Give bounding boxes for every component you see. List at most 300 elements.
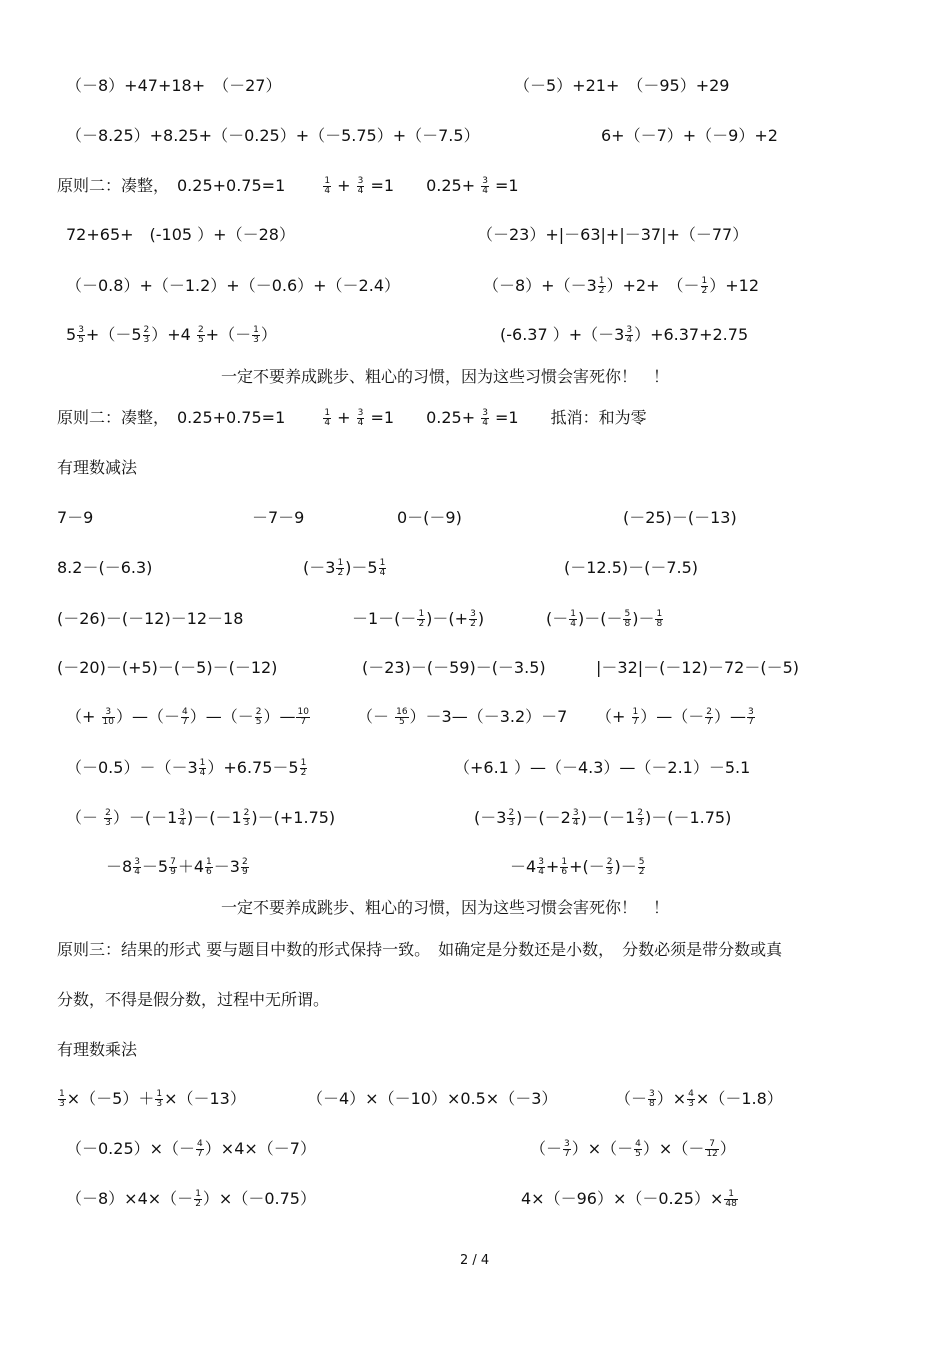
fraction-denominator: 2	[337, 568, 344, 578]
text-segment: 8.2－(－6.3)	[57, 558, 153, 577]
fraction	[196, 1140, 204, 1159]
fraction-numerator: 1	[253, 325, 259, 335]
fraction-numerator: 3	[572, 808, 579, 818]
text-segment: ）—（－	[189, 707, 254, 726]
fraction	[300, 759, 308, 778]
fraction-numerator: 1	[300, 758, 307, 768]
text-segment: +(－	[569, 857, 605, 876]
text-segment: (-6.37 ）+（－3	[500, 325, 625, 344]
text-segment: －5	[141, 857, 169, 876]
text-segment: +	[332, 176, 356, 195]
fraction-numerator: 1	[570, 609, 576, 619]
text-segment: =1 0.25+	[365, 408, 481, 427]
fraction-numerator: 5	[638, 857, 645, 867]
fraction-denominator: 6	[561, 867, 568, 877]
text-segment: (－	[546, 609, 569, 628]
text-segment: ）×	[656, 1089, 687, 1108]
exercise-line	[252, 508, 304, 528]
exercise-line	[307, 1089, 557, 1109]
fraction-numerator: 2	[241, 857, 248, 867]
text-segment: ）—	[263, 707, 296, 726]
fraction-denominator: 2	[638, 867, 645, 877]
exercise-line	[66, 1139, 316, 1159]
text-segment: 5	[66, 325, 77, 344]
fraction-denominator: 4	[379, 568, 386, 578]
fraction	[638, 858, 646, 877]
fraction-numerator: 3	[482, 408, 488, 418]
fraction-numerator: 3	[748, 707, 754, 717]
text-segment: ×（－13）	[164, 1089, 246, 1108]
fraction-numerator: 3	[649, 1089, 655, 1099]
exercise-line	[57, 176, 519, 196]
exercise-line	[454, 758, 750, 778]
fraction-denominator: 4	[179, 818, 185, 828]
fraction-denominator: 4	[357, 418, 364, 428]
text-segment: ）	[719, 1139, 736, 1158]
text-segment: )	[477, 609, 485, 628]
text-segment: （－	[357, 707, 395, 726]
text-segment: －4	[510, 857, 537, 876]
fraction-numerator: 1	[324, 176, 331, 186]
fraction-denominator: 8	[656, 619, 663, 629]
fraction-denominator: 3	[508, 818, 515, 828]
fraction	[178, 809, 186, 828]
text-segment: ）×（－0.75）	[202, 1189, 316, 1208]
fraction-numerator: 3	[78, 325, 84, 335]
fraction-denominator: 2	[418, 619, 425, 629]
fraction	[169, 858, 177, 877]
exercise-line	[510, 857, 646, 877]
fraction	[625, 326, 633, 345]
fraction-denominator: 4	[482, 418, 488, 428]
fraction	[537, 858, 545, 877]
fraction-denominator: 2	[300, 768, 307, 778]
fraction-numerator: 2	[706, 707, 712, 717]
fraction-numerator: 1	[632, 707, 639, 717]
text-segment: ）+6.37+2.75	[634, 325, 749, 344]
fraction	[747, 708, 755, 727]
exercise-line	[521, 1189, 739, 1209]
fraction	[252, 326, 260, 345]
text-segment: －7－9	[252, 508, 305, 527]
text-segment: 原则二：凑整， 0.25+0.75=1	[57, 408, 323, 427]
fraction	[357, 177, 365, 196]
fraction	[469, 610, 477, 629]
fraction-numerator: 3	[134, 857, 140, 867]
fraction	[395, 708, 408, 727]
exercise-line	[514, 76, 729, 96]
exercise-line	[66, 126, 480, 146]
fraction-numerator: 7	[705, 1140, 718, 1150]
fraction-denominator: 4	[538, 867, 544, 877]
text-segment: ）+12	[709, 276, 760, 295]
text-segment: （－	[615, 1089, 648, 1108]
text-segment: =1 0.25+	[365, 176, 481, 195]
fraction-numerator: 1	[156, 1089, 163, 1099]
fraction	[336, 559, 344, 578]
fraction	[194, 1190, 202, 1209]
exercise-line	[57, 458, 137, 478]
fraction-numerator: 3	[538, 857, 544, 867]
fraction	[705, 708, 713, 727]
text-segment: 分数，不得是假分数，过程中无所谓。	[57, 990, 330, 1009]
exercise-line	[500, 325, 748, 345]
fraction-denominator: 4	[199, 768, 206, 778]
fraction-numerator: 1	[379, 558, 386, 568]
text-segment: ）－3—（－3.2）－7	[409, 707, 568, 726]
exercise-line	[546, 609, 664, 629]
text-segment: )－(+	[426, 609, 469, 628]
fraction-denominator: 5	[255, 717, 262, 727]
text-segment: (－26)－(－12)－12－18	[57, 609, 244, 628]
exercise-line	[66, 76, 281, 96]
fraction-denominator: 4	[572, 818, 579, 828]
exercise-line	[596, 658, 799, 678]
text-segment: （－	[66, 808, 104, 827]
exercise-line	[57, 408, 647, 428]
text-segment: )－	[632, 609, 655, 628]
text-segment: (－3	[303, 558, 336, 577]
exercise-line	[57, 508, 93, 528]
exercise-line	[221, 898, 669, 918]
fraction-numerator: 1	[656, 609, 663, 619]
exercise-line	[66, 276, 400, 296]
fraction	[507, 809, 515, 828]
fraction	[687, 1090, 695, 1109]
exercise-line	[601, 126, 778, 146]
fraction-numerator: 10	[297, 707, 309, 717]
exercise-line	[362, 658, 546, 678]
fraction	[296, 708, 309, 727]
text-segment: +	[545, 857, 560, 876]
fraction	[104, 809, 112, 828]
text-segment: （－0.5）－（－3	[66, 758, 198, 777]
fraction	[77, 326, 85, 345]
fraction-denominator: 5	[197, 335, 204, 345]
text-segment: （－0.25）×（－	[66, 1139, 196, 1158]
text-segment: 有理数减法	[57, 458, 138, 477]
exercise-line	[477, 225, 748, 245]
fraction-numerator: 2	[243, 808, 250, 818]
text-segment: ）—	[713, 707, 746, 726]
exercise-line	[615, 1089, 783, 1109]
text-segment: ）+6.75－5	[207, 758, 299, 777]
fraction	[58, 1090, 66, 1109]
fraction	[243, 809, 251, 828]
fraction	[155, 1090, 163, 1109]
exercise-line	[623, 508, 737, 528]
fraction-numerator: 4	[181, 707, 188, 717]
fraction-numerator: 1	[724, 1190, 737, 1200]
fraction-denominator: 3	[143, 335, 150, 345]
fraction-denominator: 3	[688, 1099, 694, 1109]
exercise-line	[57, 1089, 246, 1109]
text-segment: )－(－1.75)	[644, 808, 732, 827]
fraction-numerator: 3	[357, 176, 364, 186]
text-segment: （－5）+21+ （－95）+29	[514, 76, 730, 95]
fraction	[255, 708, 263, 727]
fraction	[199, 759, 207, 778]
text-segment: )－(+1.75)	[251, 808, 336, 827]
text-segment: （－8）+（－3	[483, 276, 597, 295]
fraction	[560, 858, 568, 877]
text-segment: ×（－5）＋	[66, 1089, 155, 1108]
fraction	[481, 177, 489, 196]
fraction-numerator: 4	[197, 1139, 203, 1149]
text-segment: 7－9	[57, 508, 94, 527]
fraction-numerator: 3	[626, 325, 633, 335]
fraction-denominator: 2	[470, 619, 476, 629]
fraction-denominator: 4	[324, 418, 331, 428]
text-segment: ）—（－	[640, 707, 705, 726]
fraction-numerator: 1	[324, 408, 331, 418]
fraction-numerator: 3	[102, 708, 115, 718]
fraction-numerator: 2	[508, 808, 515, 818]
text-segment: 一定不要养成跳步、粗心的习惯，因为这些习惯会害死你！ ！	[221, 898, 670, 917]
fraction	[323, 409, 331, 428]
fraction-denominator: 7	[197, 1149, 203, 1159]
fraction-numerator: 2	[637, 808, 643, 818]
fraction	[569, 610, 577, 629]
fraction-denominator: 7	[181, 717, 188, 727]
text-segment: 原则三：结果的形式 要与题目中数的形式保持一致。 如确定是分数还是小数， 分数必须是带分数或真	[57, 940, 783, 959]
text-segment: －3	[213, 857, 240, 876]
text-segment: （－8）+47+18+ （－27）	[66, 76, 282, 95]
fraction-numerator: 1	[206, 857, 212, 867]
fraction-denominator: 7	[300, 717, 307, 727]
fraction-numerator: 2	[255, 707, 262, 717]
fraction-denominator: 5	[78, 335, 84, 345]
exercise-line	[66, 758, 308, 778]
fraction-numerator: 1	[195, 1189, 201, 1199]
fraction-denominator: 4	[357, 186, 364, 196]
text-segment: ）	[260, 325, 277, 344]
fraction	[606, 858, 614, 877]
text-segment: ）－(－1	[112, 808, 178, 827]
exercise-line	[530, 1139, 736, 1159]
fraction-numerator: 1	[561, 857, 568, 867]
exercise-line	[57, 1040, 137, 1060]
text-segment: （－8.25）+8.25+（－0.25）+（－5.75）+（－7.5）	[66, 126, 480, 145]
fraction-denominator: 3	[105, 818, 111, 828]
exercise-line	[66, 808, 335, 828]
fraction-denominator: 3	[156, 1099, 163, 1109]
fraction-numerator: 3	[357, 408, 364, 418]
fraction	[634, 1140, 642, 1159]
text-segment: （+6.1 ）—（－4.3）—（－2.1）－5.1	[454, 758, 751, 777]
fraction-denominator: 9	[170, 867, 176, 877]
text-segment: (－12.5)－(－7.5)	[564, 558, 699, 577]
fraction-numerator: 5	[624, 609, 631, 619]
fraction-denominator: 7	[748, 717, 754, 727]
fraction-denominator: 2	[598, 286, 605, 296]
text-segment: +	[332, 408, 356, 427]
text-segment: 72+65+ (-105 ）+（－28）	[66, 225, 295, 244]
exercise-line	[66, 225, 295, 245]
text-segment: )－(－2	[516, 808, 571, 827]
text-segment: 一定不要养成跳步、粗心的习惯，因为这些习惯会害死你！ ！	[221, 367, 670, 386]
text-segment: +（－5	[85, 325, 142, 344]
fraction	[241, 858, 249, 877]
text-segment: 6+（－7）+（－9）+2	[601, 126, 778, 145]
fraction-denominator: 2	[195, 1199, 201, 1209]
fraction	[724, 1190, 737, 1209]
fraction-numerator: 1	[418, 609, 425, 619]
fraction-denominator: 48	[725, 1199, 737, 1209]
text-segment: +（－	[205, 325, 252, 344]
fraction	[417, 610, 425, 629]
text-segment: （－23）+|－63|+|－37|+（－77）	[477, 225, 749, 244]
fraction	[205, 858, 213, 877]
fraction-denominator: 7	[706, 717, 712, 727]
exercise-line	[57, 558, 152, 578]
text-segment: （+	[596, 707, 631, 726]
text-segment: －8	[106, 857, 133, 876]
fraction	[623, 610, 631, 629]
fraction-denominator: 4	[570, 619, 576, 629]
exercise-line	[483, 276, 759, 296]
fraction-numerator: 4	[635, 1139, 641, 1149]
text-segment: ）+4	[151, 325, 196, 344]
text-segment: －1－(－	[352, 609, 417, 628]
fraction-denominator: 3	[59, 1099, 65, 1109]
fraction-denominator: 3	[606, 867, 613, 877]
fraction	[655, 610, 663, 629]
text-segment: 原则二：凑整， 0.25+0.75=1	[57, 176, 323, 195]
fraction-denominator: 5	[398, 717, 405, 727]
fraction-numerator: 2	[105, 808, 111, 818]
text-segment: )－(－1	[187, 808, 242, 827]
exercise-line	[57, 609, 243, 629]
fraction	[598, 277, 606, 296]
exercise-line	[397, 508, 462, 528]
fraction	[323, 177, 331, 196]
fraction-numerator: 2	[143, 325, 150, 335]
exercise-line	[66, 707, 311, 727]
fraction	[572, 809, 580, 828]
fraction-numerator: 1	[337, 558, 344, 568]
fraction	[563, 1140, 571, 1159]
fraction-numerator: 1	[598, 276, 605, 286]
exercise-line	[357, 707, 567, 727]
fraction-numerator: 3	[564, 1139, 570, 1149]
text-segment: ×（－1.8）	[695, 1089, 783, 1108]
fraction-denominator: 3	[637, 818, 643, 828]
fraction	[705, 1140, 718, 1159]
exercise-line	[564, 558, 698, 578]
exercise-line	[474, 808, 731, 828]
fraction	[636, 809, 644, 828]
fraction-numerator: 3	[179, 808, 185, 818]
text-segment: ）×（－	[642, 1139, 705, 1158]
fraction	[701, 277, 709, 296]
fraction-denominator: 10	[102, 717, 114, 727]
text-segment: 有理数乘法	[57, 1040, 138, 1059]
fraction-numerator: 4	[688, 1089, 694, 1099]
fraction-denominator: 4	[626, 335, 633, 345]
fraction-numerator: 1	[199, 758, 206, 768]
exercise-line	[352, 609, 484, 629]
text-segment: )－	[614, 857, 637, 876]
text-segment: （－	[530, 1139, 563, 1158]
fraction-denominator: 8	[649, 1099, 655, 1109]
fraction-numerator: 16	[396, 707, 408, 717]
fraction	[379, 559, 387, 578]
text-segment: (－23)－(－59)－(－3.5)	[362, 658, 546, 677]
fraction-numerator: 1	[59, 1089, 65, 1099]
fraction-denominator: 4	[482, 186, 488, 196]
fraction-numerator: 1	[701, 276, 708, 286]
exercise-line	[66, 1189, 316, 1209]
text-segment: )－(－	[577, 609, 623, 628]
fraction-numerator: 7	[170, 857, 176, 867]
text-segment: （－4）×（－10）×0.5×（－3）	[307, 1089, 558, 1108]
fraction	[133, 858, 141, 877]
text-segment: (－20)－(+5)－(－5)－(－12)	[57, 658, 278, 677]
fraction-numerator: 2	[606, 857, 613, 867]
fraction-denominator: 8	[624, 619, 631, 629]
exercise-line	[106, 857, 250, 877]
text-segment: （+	[66, 707, 101, 726]
fraction-numerator: 2	[197, 325, 204, 335]
text-segment: (－25)－(－13)	[623, 508, 737, 527]
fraction	[357, 409, 365, 428]
text-segment: ＋4	[177, 857, 205, 876]
fraction-numerator: 3	[482, 176, 488, 186]
text-segment: ）+2+ （－	[606, 276, 700, 295]
fraction-denominator: 5	[635, 1149, 641, 1159]
fraction-numerator: 3	[470, 609, 476, 619]
fraction-denominator: 4	[134, 867, 140, 877]
exercise-line	[221, 367, 669, 387]
fraction	[181, 708, 189, 727]
fraction	[481, 409, 489, 428]
fraction-denominator: 7	[632, 717, 639, 727]
fraction-denominator: 3	[243, 818, 250, 828]
text-segment: 4×（－96）×（－0.25）×	[521, 1189, 724, 1208]
text-segment: 0－(－9)	[397, 508, 462, 527]
exercise-line	[57, 990, 329, 1010]
fraction	[197, 326, 205, 345]
page-number: 2 / 4	[460, 1253, 490, 1268]
fraction-denominator: 4	[324, 186, 331, 196]
exercise-line	[66, 325, 277, 345]
fraction	[143, 326, 151, 345]
fraction-denominator: 3	[253, 335, 259, 345]
text-segment: |－32|－(－12)－72－(－5)	[596, 658, 800, 677]
text-segment: ）—（－	[115, 707, 180, 726]
fraction	[648, 1090, 656, 1109]
fraction-denominator: 12	[706, 1149, 718, 1159]
text-segment: （－8）×4×（－	[66, 1189, 194, 1208]
text-segment: )－5	[345, 558, 378, 577]
text-segment: ）×（－	[571, 1139, 634, 1158]
text-segment: =1	[489, 176, 519, 195]
fraction	[102, 708, 115, 727]
fraction	[632, 708, 640, 727]
fraction-denominator: 9	[241, 867, 248, 877]
exercise-line	[596, 707, 756, 727]
text-segment: )－(－1	[580, 808, 636, 827]
fraction-denominator: 6	[206, 867, 212, 877]
text-segment: =1 抵消：和为零	[489, 408, 647, 427]
text-segment: ）×4×（－7）	[204, 1139, 316, 1158]
text-segment: （－0.8）+（－1.2）+（－0.6）+（－2.4）	[66, 276, 401, 295]
exercise-line	[57, 658, 277, 678]
text-segment: (－3	[474, 808, 507, 827]
exercise-line	[57, 940, 782, 960]
fraction-denominator: 7	[564, 1149, 570, 1159]
